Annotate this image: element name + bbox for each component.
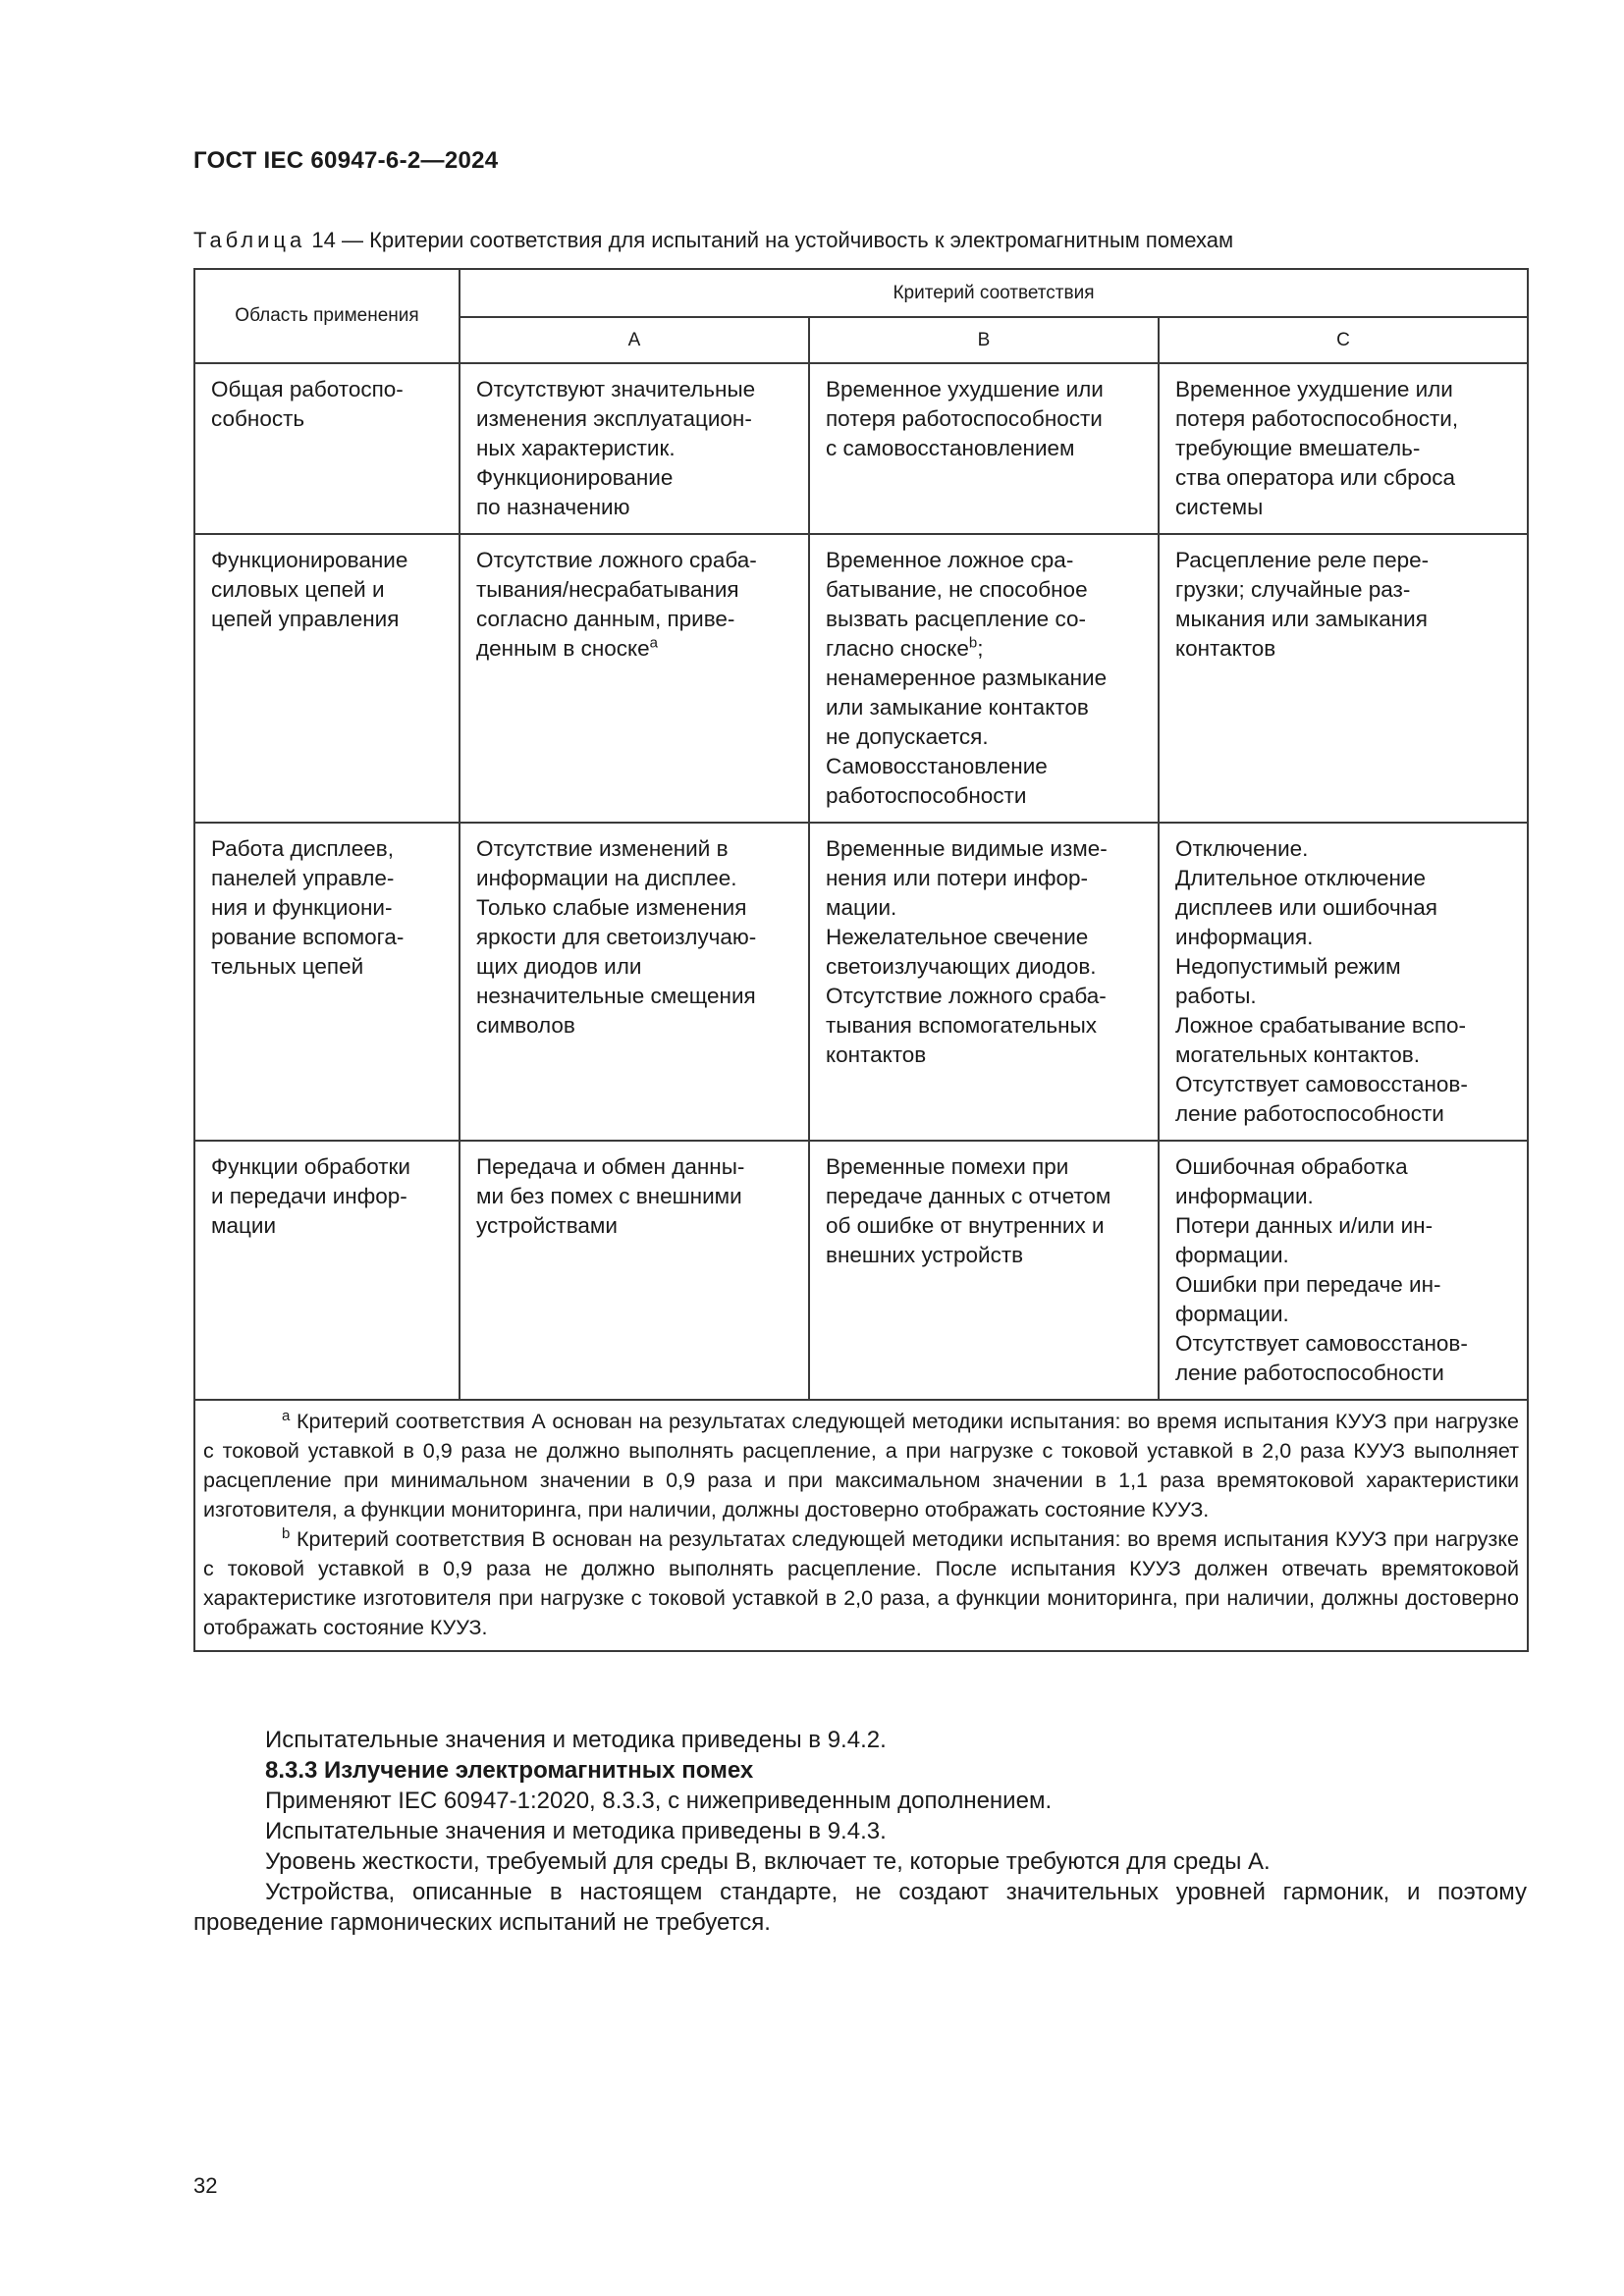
- criterion-c-text: Отключение. Длительное отключение дисплеев или ошибочная информация. Недопустимый режим работы. Ложное срабатывание вспо- могательных контактов. Отсутствует самовосстанов- ление работоспособности: [1175, 836, 1468, 1126]
- document-header: ГОСТ IEC 60947-6-2—2024: [193, 147, 499, 174]
- table-row: [194, 1141, 1528, 1400]
- paragraph: Испытательные значения и методика приведены в 9.4.3.: [265, 1818, 887, 1844]
- criterion-b-cell: [809, 363, 1159, 534]
- criterion-a-cell: [460, 1141, 809, 1400]
- body-text: [193, 1725, 1527, 1938]
- header-criterion-b: B: [809, 317, 1159, 363]
- footnote-a-ref: a: [649, 634, 658, 652]
- scope-cell: [194, 823, 460, 1141]
- criterion-b-cell: [809, 823, 1159, 1141]
- paragraph: Применяют IEC 60947-1:2020, 8.3.3, с нижеприведенным дополнением.: [265, 1788, 1053, 1814]
- criterion-b-text: Временные видимые изме- нения или потери инфор- мации. Нежелательное свечение светоизлучающих диодов. Отсутствие ложного сраба- тывания вспомогательных контактов: [826, 836, 1108, 1067]
- scope-cell: [194, 534, 460, 823]
- criterion-a-text: Отсутствуют значительные изменения эксплуатацион- ных характеристик. Функционирование по назначению: [476, 377, 756, 519]
- criterion-a-text: Передача и обмен данны- ми без помех с внешними устройствами: [476, 1154, 745, 1238]
- table-row: [194, 534, 1528, 823]
- paragraph: Испытательные значения и методика приведены в 9.4.2.: [265, 1727, 887, 1753]
- criterion-a-text: Отсутствие изменений в информации на дисплее. Только слабые изменения яркости для светоизлучаю- щих диодов или незначительные смещения символов: [476, 836, 757, 1038]
- criterion-c-text: Временное ухудшение или потеря работоспособности, требующие вмешатель- ства оператора или сброса системы: [1175, 377, 1459, 519]
- table-footnotes: [194, 1400, 1528, 1651]
- table-caption-label: Таблица: [193, 228, 306, 252]
- footnote-b-ref: b: [968, 634, 978, 652]
- criterion-c-text: Ошибочная обработка информации. Потери данных и/или ин- формации. Ошибки при передаче ин- формации. Отсутствует самовосстанов- ление работоспособности: [1175, 1154, 1468, 1385]
- scope-cell: [194, 1141, 460, 1400]
- scope-text: Общая работоспо- собность: [211, 377, 404, 431]
- paragraph: Устройства, описанные в настоящем стандарте, не создают значительных уровней гармоник, и поэтому проведение гармонических испытаний не требуется.: [193, 1879, 1527, 1936]
- table-caption-text: 14 — Критерии соответствия для испытаний на устойчивость к электромагнитным помехам: [305, 228, 1234, 252]
- criterion-b-text-continued: ; ненамеренное размыкание или замыкание контактов не допускается. Самовосстановление работоспособности: [826, 636, 1108, 808]
- criterion-c-cell: [1159, 1141, 1528, 1400]
- footnote-a-mark: a: [282, 1407, 291, 1424]
- criterion-b-text: Временное ложное сра- батывание, не способное вызвать расцепление со- гласно сноске: [826, 548, 1088, 661]
- header-criterion-a: A: [460, 317, 809, 363]
- criterion-b-text: Временные помехи при передаче данных с отчетом об ошибке от внутренних и внешних устройств: [826, 1154, 1111, 1267]
- scope-text: Работа дисплеев, панелей управле- ния и функциони- рование вспомога- тельных цепей: [211, 836, 405, 979]
- criterion-b-text: Временное ухудшение или потеря работоспособности с самовосстановлением: [826, 377, 1104, 460]
- criterion-a-cell: [460, 534, 809, 823]
- header-criteria-group: Критерий соответствия: [460, 269, 1528, 317]
- footnote-b-mark: b: [282, 1524, 291, 1542]
- section-heading: 8.3.3 Излучение электромагнитных помех: [265, 1757, 754, 1784]
- criteria-table: [193, 268, 1529, 1652]
- criterion-c-cell: [1159, 823, 1528, 1141]
- criterion-c-text: Расцепление реле пере- грузки; случайные раз- мыкания или замыкания контактов: [1175, 548, 1430, 661]
- scope-text: Функционирование силовых цепей и цепей управления: [211, 548, 408, 631]
- criterion-c-cell: [1159, 534, 1528, 823]
- footnote-b: [203, 1524, 1519, 1642]
- scope-text: Функции обработки и передачи инфор- мации: [211, 1154, 410, 1238]
- footnote-a: [203, 1407, 1519, 1524]
- paragraph: Уровень жесткости, требуемый для среды В, включает те, которые требуются для среды А.: [265, 1848, 1271, 1875]
- criterion-a-text: Отсутствие ложного сраба- тывания/несрабатывания согласно данным, приве- денным в сноске: [476, 548, 757, 661]
- criterion-a-cell: [460, 823, 809, 1141]
- page-number: 32: [193, 2173, 218, 2198]
- criterion-a-cell: [460, 363, 809, 534]
- criterion-c-cell: [1159, 363, 1528, 534]
- criterion-b-cell: [809, 1141, 1159, 1400]
- footnote-a-text: Критерий соответствия А основан на результатах следующей методики испытания: во время испытания КУУЗ при нагрузке с токовой уставкой в 0,9 раза не должно выполнять расцепление, а при нагрузке с токовой уставкой в 2,0 раза КУУЗ выполняет расцепление при минимальном значении в 0,9 раза и при максимальном значении в 1,1 раза времятоковой характеристики изготовителя, а функции мониторинга, при наличии, должны достоверно отображать состояние КУУЗ.: [203, 1410, 1519, 1522]
- criterion-b-cell: [809, 534, 1159, 823]
- scope-cell: [194, 363, 460, 534]
- table-row: [194, 823, 1528, 1141]
- footnote-b-text: Критерий соответствия В основан на результатах следующей методики испытания: во время испытания КУУЗ при нагрузке с токовой уставкой в 0,9 раза не должно выполнять расцепление. После испытания КУУЗ должен отвечать времятоковой характеристике изготовителя при нагрузке с токовой уставкой в 2,0 раза, а функции мониторинга, при наличии, должны достоверно отображать состояние КУУЗ.: [203, 1527, 1519, 1639]
- table-caption: [193, 228, 1233, 253]
- table-footnotes-row: [194, 1400, 1528, 1651]
- header-criterion-c: C: [1159, 317, 1528, 363]
- header-scope: Область применения: [194, 269, 460, 363]
- table-row: [194, 363, 1528, 534]
